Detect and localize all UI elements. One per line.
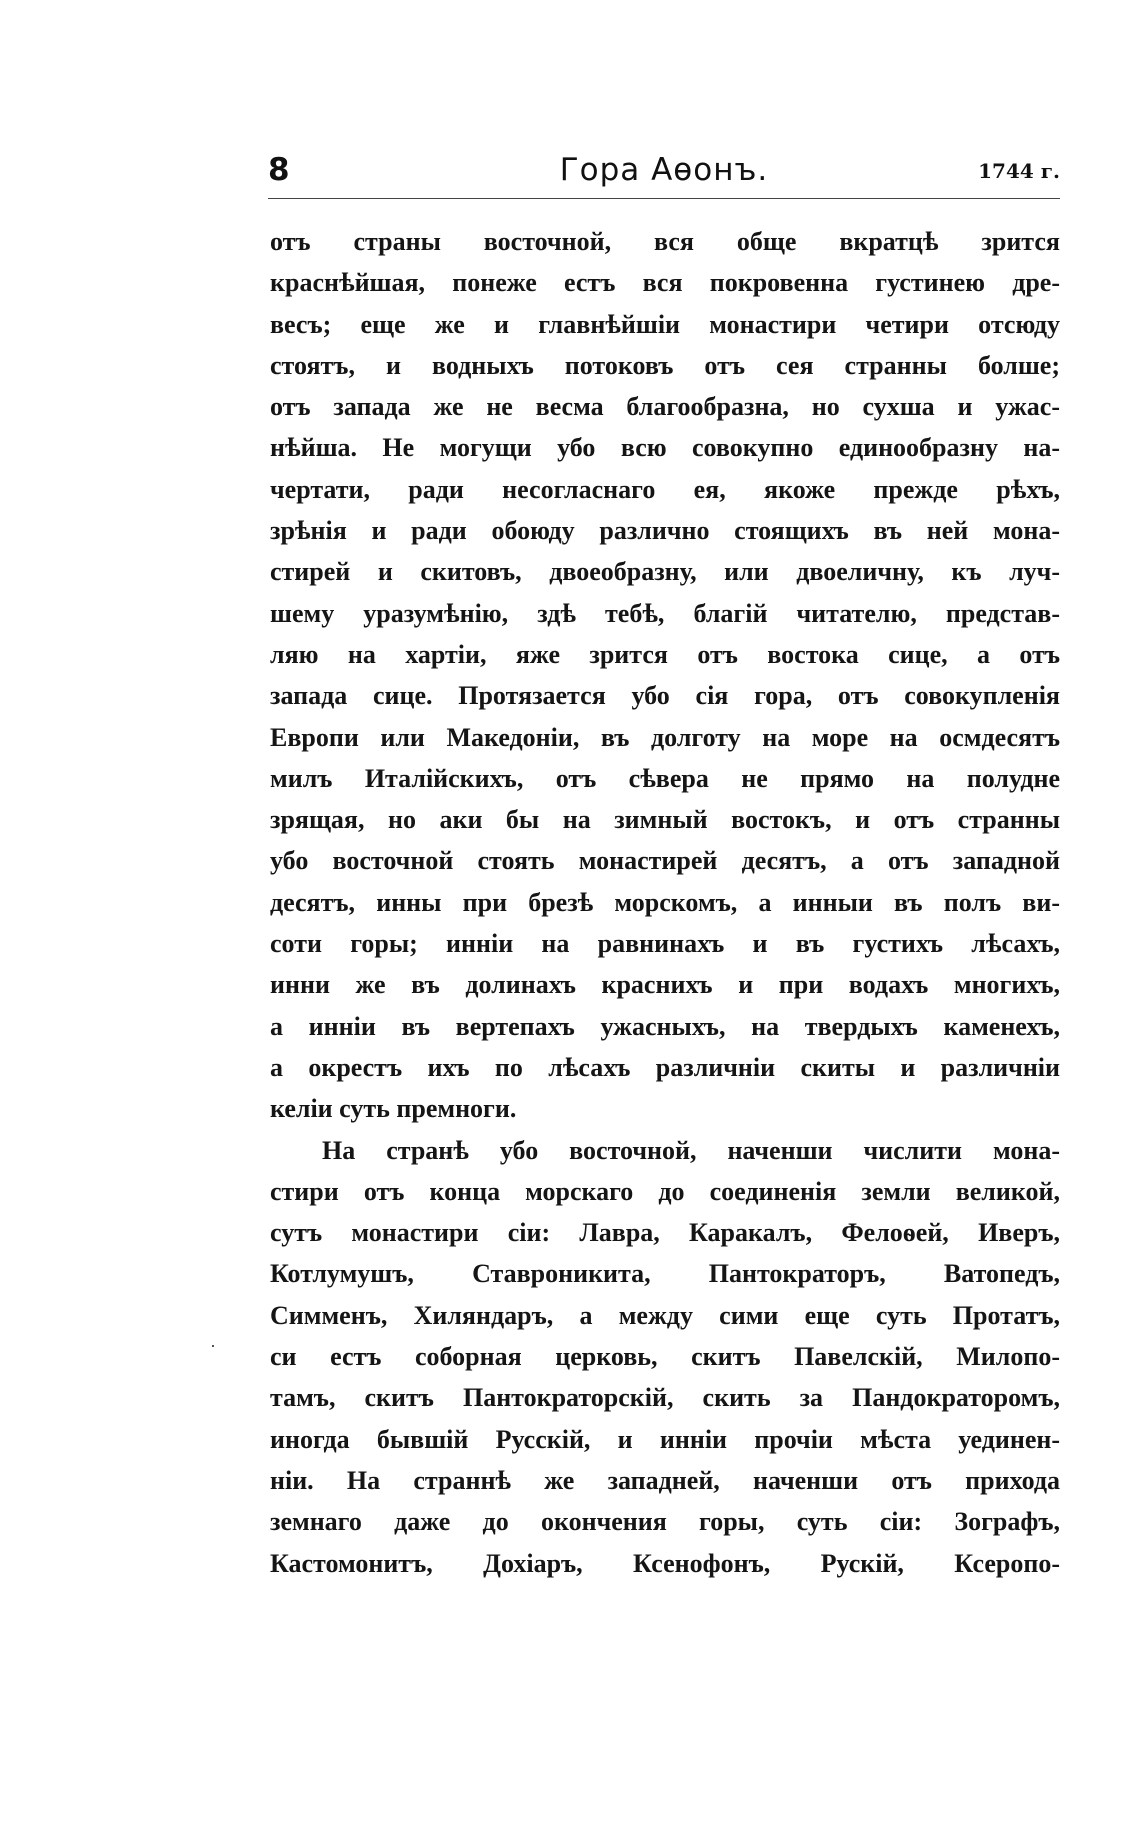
text-line: Кастомонитъ, Дохіаръ, Ксенофонъ, Рускій, Ксеропо- bbox=[270, 1548, 1060, 1578]
running-head bbox=[268, 150, 1060, 200]
text-line: краснѣйшая, понеже естъ вся покровенна густинею дре- bbox=[270, 268, 1060, 298]
text-line: иногда бывшій Русскій, и инніи прочіи мѣста уединен- bbox=[270, 1424, 1060, 1454]
text-line: Европи или Македоніи, въ долготу на море на осмдесятъ bbox=[270, 722, 1060, 752]
text-line: Котлумушъ, Ставроникита, Пантократоръ, Ватопедъ, bbox=[270, 1259, 1060, 1289]
text-line: зрящая, но аки бы на зимный востокъ, и отъ странны bbox=[270, 805, 1060, 835]
margin-speck bbox=[212, 1345, 214, 1347]
text-line: стоятъ, и водныхъ потоковъ отъ сея странны болше; bbox=[270, 350, 1060, 380]
running-year: 1744 г. bbox=[978, 159, 1060, 183]
body-text bbox=[270, 221, 1060, 1584]
text-line: ляю на хартіи, яже зрится отъ востока сице, а отъ bbox=[270, 639, 1060, 669]
text-line: соти горы; инніи на равнинахъ и въ густихъ лѣсахъ, bbox=[270, 929, 1060, 959]
text-line: а инніи въ вертепахъ ужасныхъ, на твердыхъ каменехъ, bbox=[270, 1011, 1060, 1041]
text-line: Симменъ, Хиляндаръ, а между сими еще суть Протатъ, bbox=[270, 1300, 1060, 1330]
text-line: десятъ, инны при брезѣ морскомъ, а инныи въ полъ ви- bbox=[270, 887, 1060, 917]
page-number: 8 bbox=[268, 152, 290, 188]
text-line: ніи. На страннѣ же западней, наченши отъ прихода bbox=[270, 1465, 1060, 1495]
text-line: убо восточной стоять монастирей десятъ, а отъ западной bbox=[270, 846, 1060, 876]
text-line: отъ запада же не весма благообразна, но сухша и ужас- bbox=[270, 392, 1060, 422]
text-line: отъ страны восточной, вся обще вкратцѣ зрится bbox=[270, 227, 1060, 256]
text-line: нѣйша. Не могущи убо всю совокупно единообразну на- bbox=[270, 433, 1060, 463]
text-line: шему уразумѣнію, здѣ тебѣ, благій читателю, представ- bbox=[270, 598, 1060, 628]
text-line: сутъ монастири сіи: Лавра, Каракалъ, Фелоѳей, Иверъ, bbox=[270, 1218, 1060, 1248]
text-line: На странѣ убо восточной, наченши числити мона- bbox=[322, 1135, 1060, 1165]
running-title: Гора Аѳонъ. bbox=[559, 152, 769, 188]
text-line: чертати, ради несогласнаго ея, якоже прежде рѣхъ, bbox=[270, 474, 1060, 504]
text-line: милъ Италійскихъ, отъ сѣвера не прямо на полудне bbox=[270, 763, 1060, 793]
text-line: а окрестъ ихъ по лѣсахъ различніи скиты и различніи bbox=[270, 1052, 1060, 1082]
text-line: стирей и скитовъ, двоеобразну, или двоеличну, къ луч- bbox=[270, 557, 1060, 587]
text-line: тамъ, скитъ Пантократорскій, скить за Пандократоромъ, bbox=[270, 1383, 1060, 1413]
text-line: келіи суть премноги. bbox=[270, 1094, 517, 1124]
text-line: си естъ соборная церковь, скитъ Павелскій, Милопо- bbox=[270, 1342, 1060, 1372]
text-line: весъ; еще же и главнѣйшіи монастири четири отсюду bbox=[270, 309, 1060, 339]
header-rule bbox=[268, 198, 1060, 199]
text-line: инни же въ долинахъ краснихъ и при водахъ многихъ, bbox=[270, 970, 1060, 1000]
text-line: стири отъ конца морскаго до соединенія земли великой, bbox=[270, 1176, 1060, 1206]
text-line: зрѣнія и ради обоюду различно стоящихъ въ ней мона- bbox=[270, 516, 1060, 546]
text-line: запада сице. Протязается убо сія гора, отъ совокупленія bbox=[270, 681, 1060, 711]
text-line: земнаго даже до окончения горы, суть сіи: Зографъ, bbox=[270, 1507, 1060, 1537]
